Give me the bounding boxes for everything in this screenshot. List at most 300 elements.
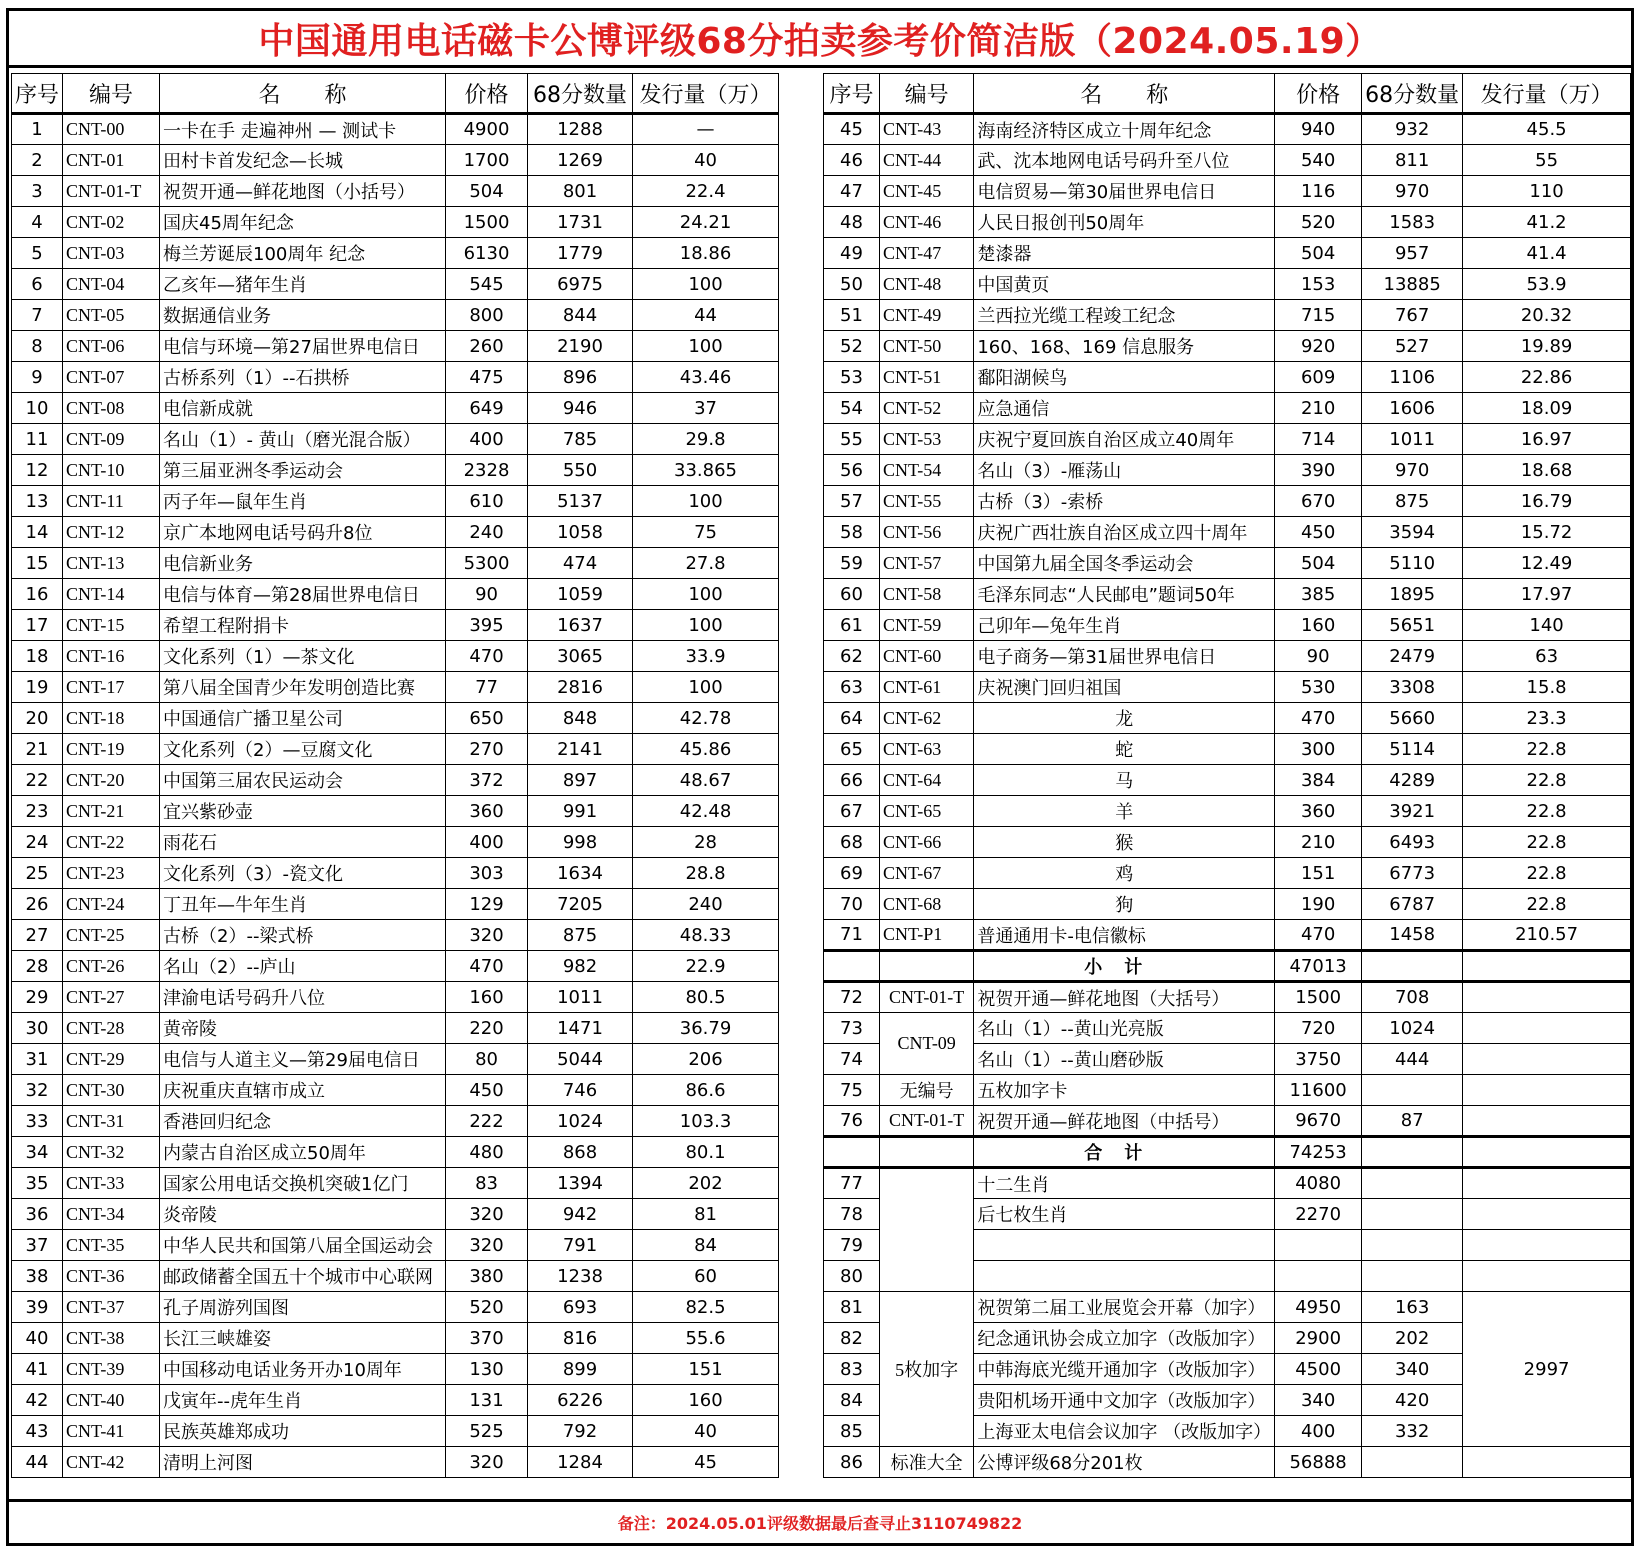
row-number-cell: 63 — [824, 672, 880, 703]
issue-volume-cell: 80.1 — [633, 1137, 779, 1168]
card-name-cell: 祝贺第二届工业展览会开幕（加字） — [974, 1292, 1275, 1323]
grade68-count-cell: 2479 — [1362, 641, 1463, 672]
card-code-cell: CNT-44 — [879, 145, 973, 176]
grade68-count-cell: 1583 — [1362, 207, 1463, 238]
card-code-cell: CNT-15 — [63, 610, 160, 641]
row-number-cell: 41 — [12, 1354, 63, 1385]
grade68-count-cell: 5137 — [528, 486, 633, 517]
card-name-cell: 乙亥年—猪年生肖 — [160, 269, 446, 300]
table-row — [12, 1416, 779, 1447]
card-code-cell: CNT-11 — [63, 486, 160, 517]
row-number-cell: 9 — [12, 362, 63, 393]
table-row — [12, 362, 779, 393]
row-number-cell: 14 — [12, 517, 63, 548]
row-number-cell: 20 — [12, 703, 63, 734]
row-number-cell: 79 — [824, 1230, 880, 1261]
total-row — [824, 1137, 1631, 1168]
card-name-cell: 贵阳机场开通中文加字（改版加字） — [974, 1385, 1275, 1416]
row-number-cell: 12 — [12, 455, 63, 486]
table-row — [12, 610, 779, 641]
price-cell: 475 — [446, 362, 528, 393]
card-name-cell: 梅兰芳诞辰100周年 纪念 — [160, 238, 446, 269]
issue-volume-cell: 210.57 — [1463, 920, 1631, 951]
price-cell: 320 — [446, 920, 528, 951]
table-row — [12, 796, 779, 827]
table-row — [12, 703, 779, 734]
card-name-cell: 十二生肖 — [974, 1168, 1275, 1199]
grade68-count-cell: 932 — [1362, 114, 1463, 145]
issue-volume-cell: 63 — [1463, 641, 1631, 672]
card-code-cell: CNT-03 — [63, 238, 160, 269]
card-code-cell: CNT-21 — [63, 796, 160, 827]
price-cell: 395 — [446, 610, 528, 641]
grade68-count-cell: 1394 — [528, 1168, 633, 1199]
price-cell: 4900 — [446, 114, 528, 145]
grade68-count-cell: 957 — [1362, 238, 1463, 269]
grade68-count-cell: 1058 — [528, 517, 633, 548]
card-code-cell: CNT-29 — [63, 1044, 160, 1075]
grade68-count-cell: 5114 — [1362, 734, 1463, 765]
grade68-count-cell: 1637 — [528, 610, 633, 641]
card-name-cell: 中华人民共和国第八届全国运动会 — [160, 1230, 446, 1261]
price-cell: 4950 — [1275, 1292, 1362, 1323]
left-header-row — [12, 74, 779, 114]
table-row — [12, 641, 779, 672]
grade68-count-cell: 982 — [528, 951, 633, 982]
card-name-cell: 中国第三届农民运动会 — [160, 765, 446, 796]
left-table — [11, 73, 779, 1478]
issue-volume-cell: 24.21 — [633, 207, 779, 238]
card-name-cell: 古桥（3）-索桥 — [974, 486, 1275, 517]
card-code-cell: CNT-42 — [63, 1447, 160, 1478]
grade68-count-cell: 875 — [1362, 486, 1463, 517]
row-number-cell: 33 — [12, 1106, 63, 1137]
table-row — [12, 1199, 779, 1230]
card-name-cell: 中国第九届全国冬季运动会 — [974, 548, 1275, 579]
row-number-cell: 24 — [12, 827, 63, 858]
card-code-cell: CNT-65 — [879, 796, 973, 827]
row-number-cell: 43 — [12, 1416, 63, 1447]
table-row — [12, 517, 779, 548]
row-number-cell: 74 — [824, 1044, 880, 1075]
price-cell: 384 — [1275, 765, 1362, 796]
price-cell: 90 — [446, 579, 528, 610]
card-code-cell: CNT-22 — [63, 827, 160, 858]
card-name-cell: 中国移动电话业务开办10周年 — [160, 1354, 446, 1385]
card-name-cell: 海南经济特区成立十周年纪念 — [974, 114, 1275, 145]
table-row — [12, 982, 779, 1013]
card-code-cell: CNT-32 — [63, 1137, 160, 1168]
row-number-cell: 10 — [12, 393, 63, 424]
card-name-cell: 京广本地网电话号码升8位 — [160, 517, 446, 548]
card-code-cell: CNT-36 — [63, 1261, 160, 1292]
row-number-cell: 70 — [824, 889, 880, 920]
price-cell: 940 — [1275, 114, 1362, 145]
table-row — [824, 1075, 1631, 1106]
table-row — [824, 641, 1631, 672]
row-number-cell: 45 — [824, 114, 880, 145]
card-code-cell: CNT-01-T — [63, 176, 160, 207]
card-name-cell: 毛泽东同志“人民邮电”题词50年 — [974, 579, 1275, 610]
issue-volume-cell: 20.32 — [1463, 300, 1631, 331]
grade68-count-cell: 785 — [528, 424, 633, 455]
issue-volume-cell: 100 — [633, 331, 779, 362]
price-cell: 504 — [1275, 548, 1362, 579]
row-number-cell: 86 — [824, 1447, 880, 1478]
price-cell: 240 — [446, 517, 528, 548]
price-cell: 77 — [446, 672, 528, 703]
row-number-cell: 36 — [12, 1199, 63, 1230]
price-cell: 470 — [1275, 703, 1362, 734]
grade68-count-cell: 791 — [528, 1230, 633, 1261]
price-cell: 210 — [1275, 827, 1362, 858]
card-name-cell: 古桥（2）--梁式桥 — [160, 920, 446, 951]
issue-volume-cell: 140 — [1463, 610, 1631, 641]
price-cell: 649 — [446, 393, 528, 424]
table-row — [12, 1385, 779, 1416]
price-cell: 300 — [1275, 734, 1362, 765]
price-cell: 320 — [446, 1230, 528, 1261]
left-header-row-number: 序号 — [12, 74, 63, 114]
card-name-cell: 香港回归纪念 — [160, 1106, 446, 1137]
price-cell — [1275, 1261, 1362, 1292]
grade68-count-cell — [1362, 1075, 1463, 1106]
issue-volume-cell: 16.97 — [1463, 424, 1631, 455]
card-name-cell: 文化系列（1）—茶文化 — [160, 641, 446, 672]
table-row — [824, 207, 1631, 238]
row-number-cell: 66 — [824, 765, 880, 796]
right-header-issue-volume: 发行量（万） — [1463, 74, 1631, 114]
row-number-cell: 44 — [12, 1447, 63, 1478]
card-code-cell: CNT-67 — [879, 858, 973, 889]
row-number-cell: 59 — [824, 548, 880, 579]
issue-volume-cell: 86.6 — [633, 1075, 779, 1106]
card-name-cell: 数据通信业务 — [160, 300, 446, 331]
left-header-card-name: 名 称 — [160, 74, 446, 114]
table-row — [824, 393, 1631, 424]
table-row — [12, 393, 779, 424]
card-code-cell: 5枚加字 — [879, 1292, 973, 1447]
price-cell: 1500 — [1275, 982, 1362, 1013]
grade68-count-cell: 3065 — [528, 641, 633, 672]
row-number-cell: 27 — [12, 920, 63, 951]
table-row — [12, 951, 779, 982]
card-name-cell: 中韩海底光缆开通加字（改版加字） — [974, 1354, 1275, 1385]
table-row — [12, 1292, 779, 1323]
issue-volume-cell: 44 — [633, 300, 779, 331]
card-name-cell: 上海亚太电信会议加字 （改版加字） — [974, 1416, 1275, 1447]
grade68-count-cell: 1059 — [528, 579, 633, 610]
issue-volume-cell: 22.8 — [1463, 858, 1631, 889]
price-cell: 370 — [446, 1323, 528, 1354]
page-title: 中国通用电话磁卡公博评级68分拍卖参考价简洁版（2024.05.19） — [9, 11, 1631, 68]
table-row — [12, 827, 779, 858]
subtotal-row-card-name: 小计 — [974, 951, 1275, 982]
issue-volume-cell: 22.8 — [1463, 796, 1631, 827]
right-header-grade68-count: 68分数量 — [1362, 74, 1463, 114]
card-name-cell: 田村卡首发纪念—长城 — [160, 145, 446, 176]
row-number-cell: 17 — [12, 610, 63, 641]
right-header-row — [824, 74, 1631, 114]
card-name-cell — [974, 1261, 1275, 1292]
subtotal-row — [824, 951, 1631, 982]
price-cell: 56888 — [1275, 1447, 1362, 1478]
subtotal-row-price: 47013 — [1275, 951, 1362, 982]
table-row — [824, 1106, 1631, 1137]
row-number-cell: 31 — [12, 1044, 63, 1075]
row-number-cell: 50 — [824, 269, 880, 300]
grade68-count-cell: 1779 — [528, 238, 633, 269]
row-number-cell: 19 — [12, 672, 63, 703]
price-cell: 116 — [1275, 176, 1362, 207]
table-row — [12, 176, 779, 207]
row-number-cell: 21 — [12, 734, 63, 765]
grade68-count-cell: 6975 — [528, 269, 633, 300]
left-header-card-code: 编号 — [63, 74, 160, 114]
grade68-count-cell: 4289 — [1362, 765, 1463, 796]
issue-volume-cell: 81 — [633, 1199, 779, 1230]
card-code-cell: CNT-16 — [63, 641, 160, 672]
card-code-cell: CNT-49 — [879, 300, 973, 331]
table-row — [12, 300, 779, 331]
grade68-count-cell: 767 — [1362, 300, 1463, 331]
table-row — [824, 796, 1631, 827]
table-row — [824, 889, 1631, 920]
grade68-count-cell: 87 — [1362, 1106, 1463, 1137]
grade68-count-cell: 474 — [528, 548, 633, 579]
price-cell: 715 — [1275, 300, 1362, 331]
grade68-count-cell: 3921 — [1362, 796, 1463, 827]
row-number-cell: 61 — [824, 610, 880, 641]
right-table — [823, 73, 1631, 1478]
total-row-card-code — [879, 1137, 973, 1168]
row-number-cell: 52 — [824, 331, 880, 362]
price-cell: 1500 — [446, 207, 528, 238]
price-cell: 90 — [1275, 641, 1362, 672]
card-name-cell: 炎帝陵 — [160, 1199, 446, 1230]
row-number-cell: 13 — [12, 486, 63, 517]
row-number-cell: 77 — [824, 1168, 880, 1199]
card-code-cell: CNT-33 — [63, 1168, 160, 1199]
grade68-count-cell: 1106 — [1362, 362, 1463, 393]
issue-volume-cell: 22.8 — [1463, 734, 1631, 765]
issue-volume-cell: 33.865 — [633, 455, 779, 486]
table-row — [12, 1075, 779, 1106]
card-name-cell: 中国通信广播卫星公司 — [160, 703, 446, 734]
issue-volume-cell: 28.8 — [633, 858, 779, 889]
grade68-count-cell: 896 — [528, 362, 633, 393]
grade68-count-cell: 998 — [528, 827, 633, 858]
row-number-cell: 5 — [12, 238, 63, 269]
grade68-count-cell: 942 — [528, 1199, 633, 1230]
card-name-cell: 公博评级68分201枚 — [974, 1447, 1275, 1478]
issue-volume-cell: 22.9 — [633, 951, 779, 982]
grade68-count-cell — [1362, 1261, 1463, 1292]
card-code-cell: CNT-66 — [879, 827, 973, 858]
card-code-cell: CNT-04 — [63, 269, 160, 300]
grade68-count-cell: 5044 — [528, 1044, 633, 1075]
table-row — [12, 1447, 779, 1478]
row-number-cell: 6 — [12, 269, 63, 300]
row-number-cell: 78 — [824, 1199, 880, 1230]
row-number-cell: 1 — [12, 114, 63, 145]
table-row — [824, 579, 1631, 610]
issue-volume-cell: 19.89 — [1463, 331, 1631, 362]
card-code-cell: CNT-68 — [879, 889, 973, 920]
row-number-cell: 30 — [12, 1013, 63, 1044]
row-number-cell: 58 — [824, 517, 880, 548]
card-name-cell: 希望工程附捐卡 — [160, 610, 446, 641]
card-name-cell: 祝贺开通—鲜花地图（大括号） — [974, 982, 1275, 1013]
row-number-cell: 51 — [824, 300, 880, 331]
row-number-cell: 8 — [12, 331, 63, 362]
price-cell: 470 — [1275, 920, 1362, 951]
table-row — [824, 145, 1631, 176]
grade68-count-cell: 868 — [528, 1137, 633, 1168]
price-cell: 920 — [1275, 331, 1362, 362]
grade68-count-cell — [1362, 1447, 1463, 1478]
table-row — [824, 858, 1631, 889]
table-row — [12, 207, 779, 238]
table-row — [12, 548, 779, 579]
price-cell: 610 — [446, 486, 528, 517]
issue-volume-cell: 84 — [633, 1230, 779, 1261]
issue-volume-cell: 160 — [633, 1385, 779, 1416]
row-number-cell: 32 — [12, 1075, 63, 1106]
card-code-cell: CNT-13 — [63, 548, 160, 579]
row-number-cell: 62 — [824, 641, 880, 672]
issue-volume-cell: 22.4 — [633, 176, 779, 207]
price-cell: 400 — [446, 827, 528, 858]
issue-volume-cell: 103.3 — [633, 1106, 779, 1137]
price-cell: 360 — [1275, 796, 1362, 827]
row-number-cell: 2 — [12, 145, 63, 176]
row-number-cell: 35 — [12, 1168, 63, 1199]
grade68-count-cell: 163 — [1362, 1292, 1463, 1323]
card-code-cell: CNT-01-T — [879, 1106, 973, 1137]
table-row — [824, 1013, 1631, 1044]
grade68-count-cell: 444 — [1362, 1044, 1463, 1075]
card-code-cell: CNT-55 — [879, 486, 973, 517]
row-number-cell: 67 — [824, 796, 880, 827]
card-code-cell: CNT-01-T — [879, 982, 973, 1013]
price-cell: 450 — [446, 1075, 528, 1106]
card-code-cell: 标准大全 — [879, 1447, 973, 1478]
row-number-cell: 22 — [12, 765, 63, 796]
card-name-cell: 后七枚生肖 — [974, 1199, 1275, 1230]
card-code-cell: CNT-07 — [63, 362, 160, 393]
right-header-card-name: 名 称 — [974, 74, 1275, 114]
row-number-cell: 23 — [12, 796, 63, 827]
issue-volume-cell: 55.6 — [633, 1323, 779, 1354]
card-name-cell: 庆祝重庆直辖市成立 — [160, 1075, 446, 1106]
card-name-cell: 中国黄页 — [974, 269, 1275, 300]
row-number-cell: 80 — [824, 1261, 880, 1292]
row-number-cell: 34 — [12, 1137, 63, 1168]
table-row — [12, 1323, 779, 1354]
price-cell: 320 — [446, 1199, 528, 1230]
issue-volume-cell: 18.86 — [633, 238, 779, 269]
subtotal-row-issue-volume — [1463, 951, 1631, 982]
card-code-cell: CNT-P1 — [879, 920, 973, 951]
price-cell: 303 — [446, 858, 528, 889]
row-number-cell: 46 — [824, 145, 880, 176]
price-cell: 190 — [1275, 889, 1362, 920]
issue-volume-cell — [1463, 1106, 1631, 1137]
issue-volume-cell: 110 — [1463, 176, 1631, 207]
issue-volume-cell: 22.8 — [1463, 827, 1631, 858]
total-row-price: 74253 — [1275, 1137, 1362, 1168]
card-name-cell: 武、沈本地网电话号码升至八位 — [974, 145, 1275, 176]
card-code-cell: CNT-41 — [63, 1416, 160, 1447]
table-row — [12, 486, 779, 517]
card-name-cell: 名山（1）--黄山光亮版 — [974, 1013, 1275, 1044]
card-code-cell: CNT-47 — [879, 238, 973, 269]
row-number-cell: 49 — [824, 238, 880, 269]
card-name-cell: 黄帝陵 — [160, 1013, 446, 1044]
issue-volume-cell: 22.8 — [1463, 765, 1631, 796]
grade68-count-cell: 991 — [528, 796, 633, 827]
grade68-count-cell: 1288 — [528, 114, 633, 145]
grade68-count-cell: 1606 — [1362, 393, 1463, 424]
table-row — [12, 114, 779, 145]
row-number-cell: 82 — [824, 1323, 880, 1354]
card-name-cell: 庆祝宁夏回族自治区成立40周年 — [974, 424, 1275, 455]
card-name-cell: 电信新成就 — [160, 393, 446, 424]
card-code-cell: CNT-01 — [63, 145, 160, 176]
grade68-count-cell: 1634 — [528, 858, 633, 889]
table-row — [12, 920, 779, 951]
table-row — [12, 1013, 779, 1044]
grade68-count-cell: 5651 — [1362, 610, 1463, 641]
card-code-cell: CNT-62 — [879, 703, 973, 734]
row-number-cell: 84 — [824, 1385, 880, 1416]
table-row — [12, 269, 779, 300]
row-number-cell: 54 — [824, 393, 880, 424]
issue-volume-cell: 100 — [633, 579, 779, 610]
table-row — [12, 858, 779, 889]
price-cell: 220 — [446, 1013, 528, 1044]
total-row-issue-volume — [1463, 1137, 1631, 1168]
price-cell: 609 — [1275, 362, 1362, 393]
table-row — [12, 145, 779, 176]
card-name-cell: 蛇 — [974, 734, 1275, 765]
card-name-cell: 名山（1）- 黄山（磨光混合版） — [160, 424, 446, 455]
card-code-cell: CNT-40 — [63, 1385, 160, 1416]
row-number-cell: 28 — [12, 951, 63, 982]
issue-volume-cell: 240 — [633, 889, 779, 920]
table-row — [824, 114, 1631, 145]
row-number-cell: 7 — [12, 300, 63, 331]
card-name-cell: 马 — [974, 765, 1275, 796]
row-number-cell: 81 — [824, 1292, 880, 1323]
table-row — [12, 672, 779, 703]
price-cell: 3750 — [1275, 1044, 1362, 1075]
issue-volume-cell: 23.3 — [1463, 703, 1631, 734]
grade68-count-cell: 708 — [1362, 982, 1463, 1013]
issue-volume-cell: 202 — [633, 1168, 779, 1199]
card-name-cell: 鸡 — [974, 858, 1275, 889]
card-name-cell: 龙 — [974, 703, 1275, 734]
row-number-cell: 16 — [12, 579, 63, 610]
price-cell: 520 — [1275, 207, 1362, 238]
price-cell: 80 — [446, 1044, 528, 1075]
card-name-cell: 电信与环境—第27届世界电信日 — [160, 331, 446, 362]
card-name-cell: 电信新业务 — [160, 548, 446, 579]
card-code-cell: CNT-24 — [63, 889, 160, 920]
card-name-cell: 羊 — [974, 796, 1275, 827]
card-name-cell: 名山（2）--庐山 — [160, 951, 446, 982]
